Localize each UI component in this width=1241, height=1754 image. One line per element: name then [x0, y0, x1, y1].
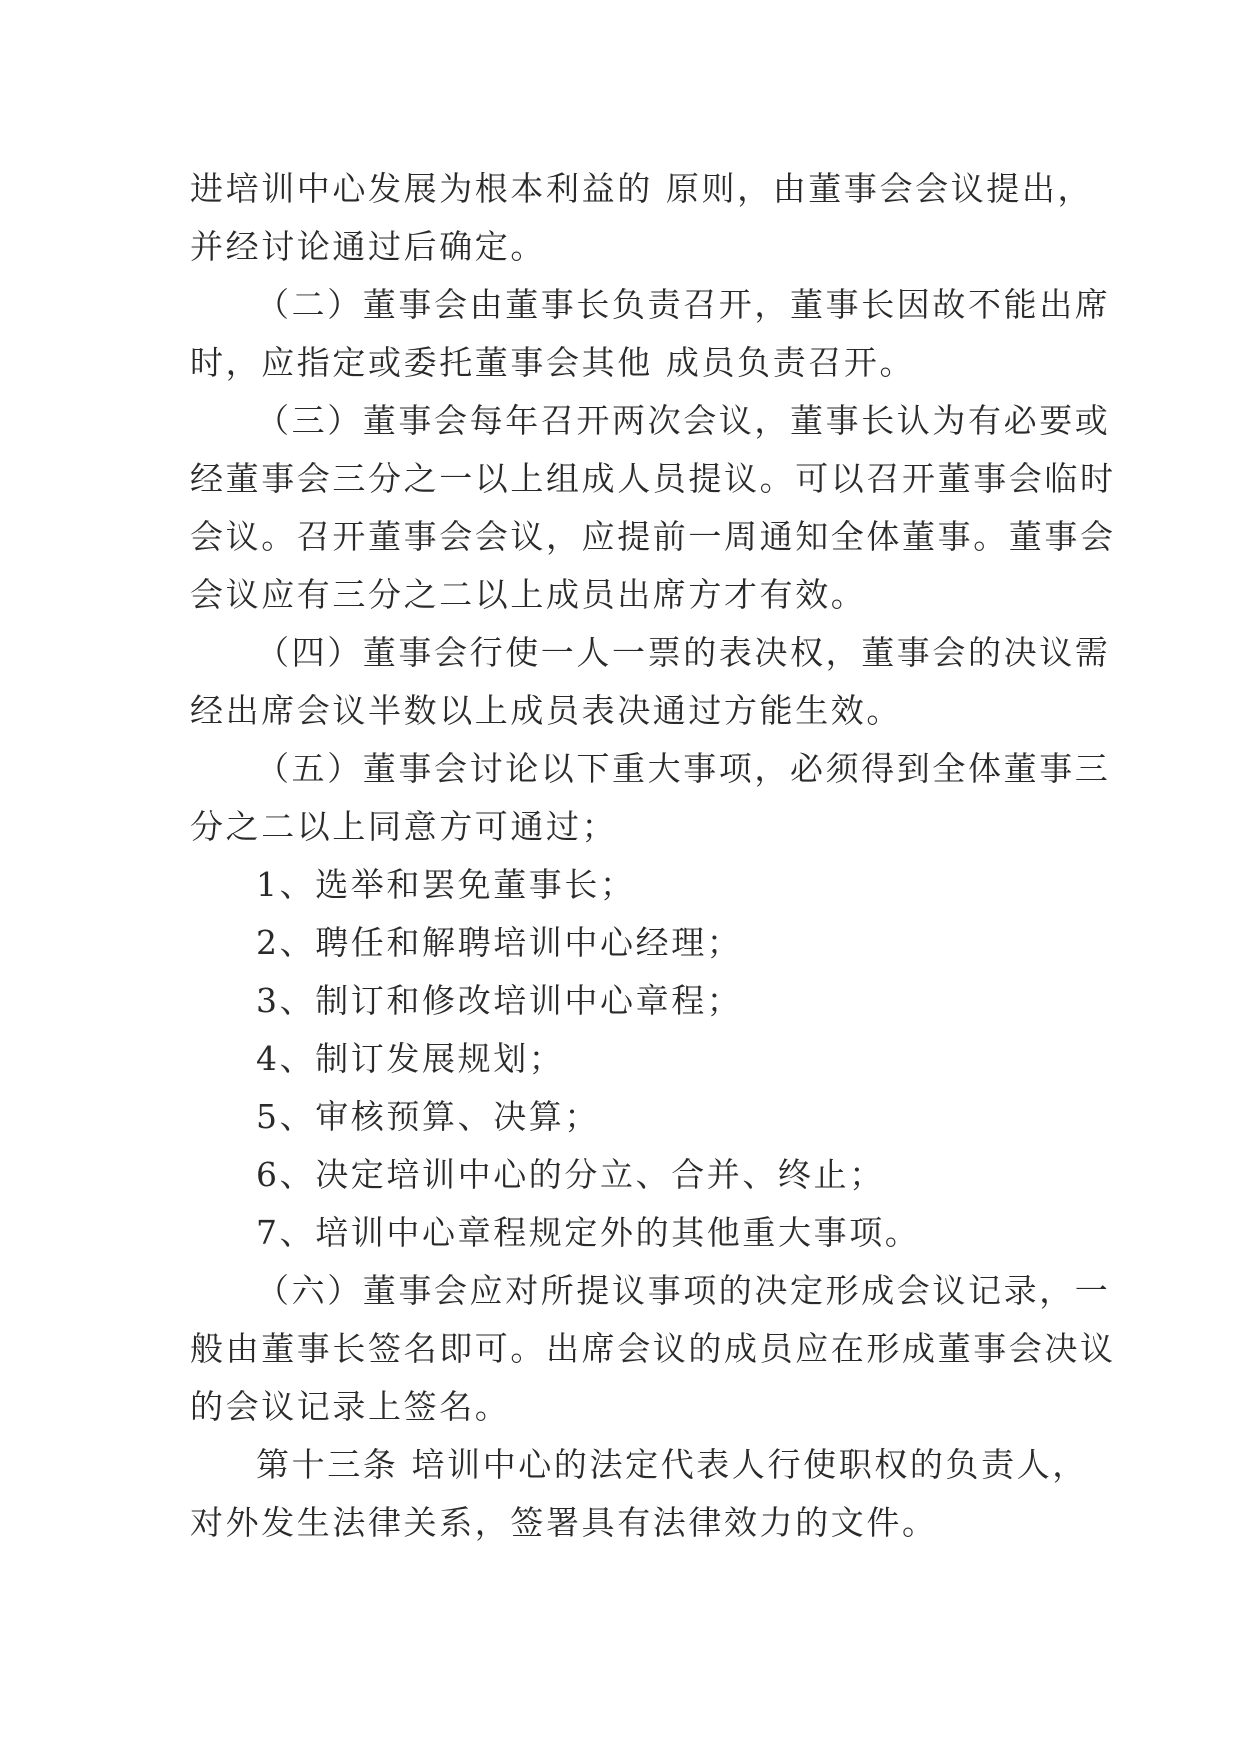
- paragraph-line: （二）董事会由董事长负责召开，董事长因故不能出席: [256, 285, 1111, 324]
- paragraph-line: （四）董事会行使一人一票的表决权，董事会的决议需: [256, 633, 1111, 672]
- paragraph-line: 时，应指定或委托董事会其他 成员负责召开。: [190, 343, 916, 382]
- list-item: 5、审核预算、决算；: [256, 1097, 600, 1136]
- paragraph-line: 经出席会议半数以上成员表决通过方能生效。: [190, 691, 902, 730]
- list-item: 3、制订和修改培训中心章程；: [256, 981, 743, 1020]
- list-item: 6、决定培训中心的分立、合并、终止；: [256, 1155, 885, 1194]
- document-body: [190, 160, 1116, 1552]
- list-item: 1、选举和罢免董事长；: [256, 865, 636, 904]
- list-item: 2、聘任和解聘培训中心经理；: [256, 923, 743, 962]
- paragraph-line: 进培训中心发展为根本利益的 原则，由董事会会议提出，: [190, 169, 1094, 208]
- paragraph-line: （五）董事会讨论以下重大事项，必须得到全体董事三: [256, 749, 1111, 788]
- paragraph-line: 会议。召开董事会会议，应提前一周通知全体董事。董事会: [190, 517, 1116, 556]
- list-item: 4、制订发展规划；: [256, 1039, 565, 1078]
- article-line: 第十三条 培训中心的法定代表人行使职权的负责人，: [256, 1445, 1088, 1484]
- paragraph-line: 分之二以上同意方可通过；: [190, 807, 618, 846]
- paragraph-line: 般由董事长签名即可。出席会议的成员应在形成董事会决议: [190, 1329, 1116, 1368]
- paragraph-line: （三）董事会每年召开两次会议，董事长认为有必要或: [256, 401, 1111, 440]
- paragraph-line: 经董事会三分之一以上组成人员提议。可以召开董事会临时: [190, 459, 1116, 498]
- list-item: 7、培训中心章程规定外的其他重大事项。: [256, 1213, 921, 1252]
- article-line: 对外发生法律关系，签署具有法律效力的文件。: [190, 1503, 938, 1542]
- paragraph-line: 会议应有三分之二以上成员出席方才有效。: [190, 575, 867, 614]
- paragraph-line: 并经讨论通过后确定。: [190, 227, 546, 266]
- paragraph-line: （六）董事会应对所提议事项的决定形成会议记录，一: [256, 1271, 1111, 1310]
- paragraph-line: 的会议记录上签名。: [190, 1387, 511, 1426]
